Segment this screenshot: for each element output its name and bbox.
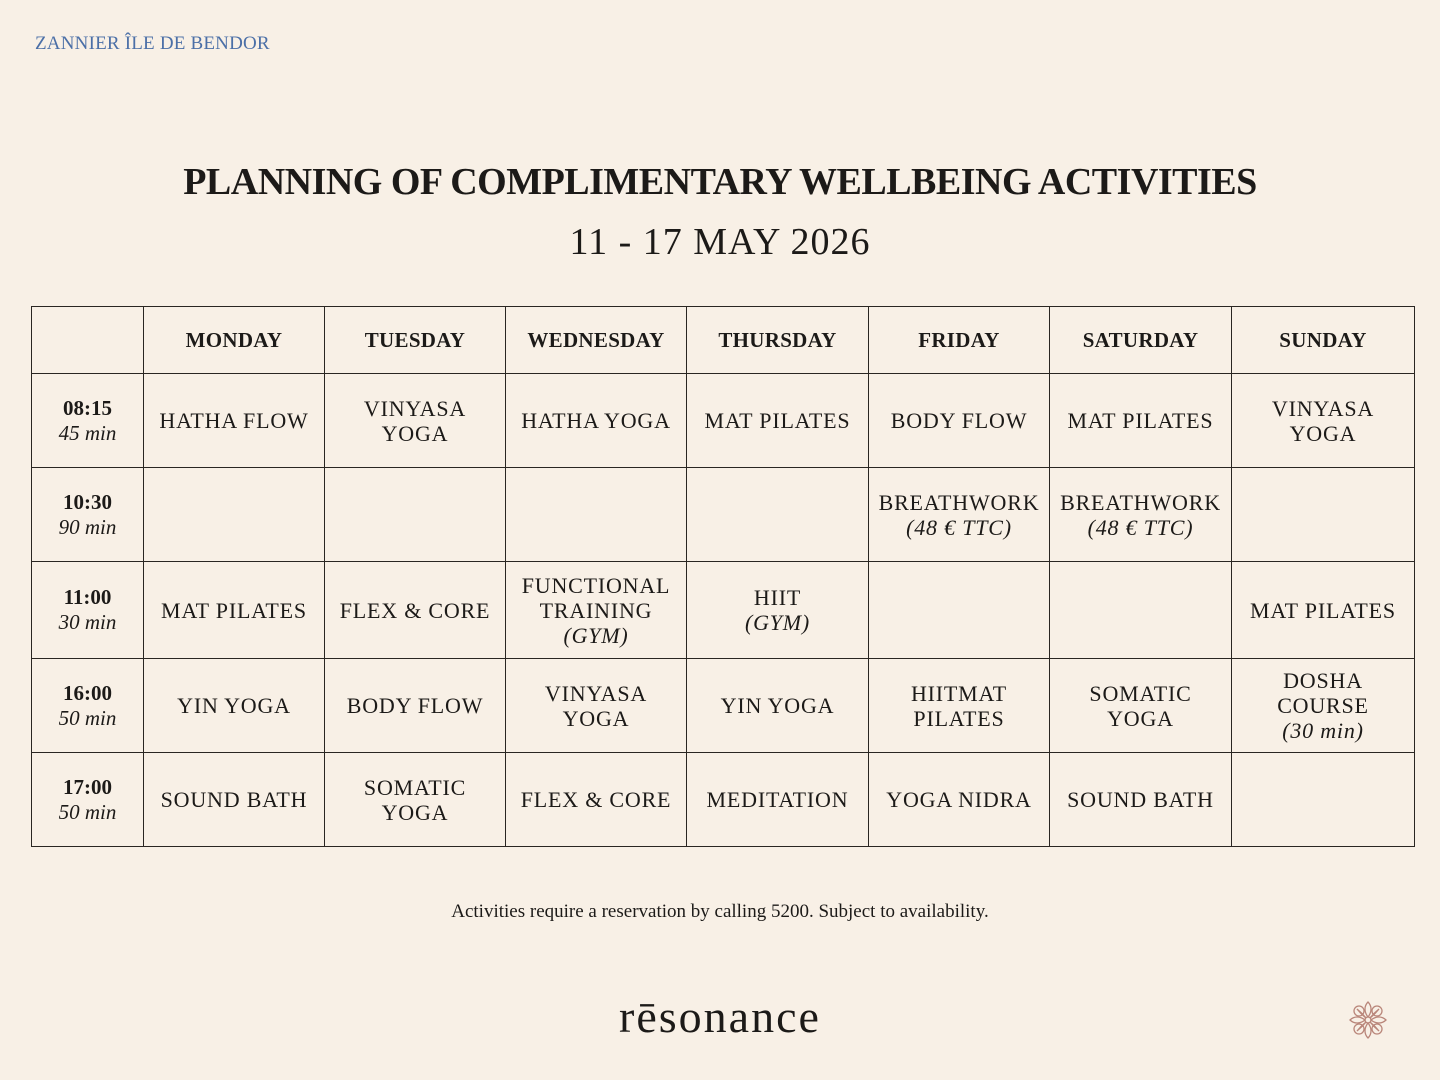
activity-name: BREATHWORK [878,489,1040,515]
activity-name: YOGA [381,799,449,825]
activity-cell [144,468,325,562]
activity-cell [687,753,869,847]
page-title: PLANNING OF COMPLIMENTARY WELLBEING ACTIVITIES [183,161,1257,203]
activity-name: BODY FLOW [890,408,1028,433]
activity-name: VINYASA [363,395,467,421]
activity-name: SOMATIC [1089,680,1192,706]
time-cell [32,753,144,847]
day-header: WEDNESDAY [506,307,687,374]
day-header: SATURDAY [1050,307,1232,374]
activity-cell [687,468,869,562]
activity-name: HIITMAT [910,680,1008,706]
activity-cell [1232,562,1415,659]
activity-cell [869,468,1050,562]
activity-cell [1050,468,1232,562]
activity-cell [325,374,506,468]
activity-cell [1050,753,1232,847]
activity-cell [325,562,506,659]
activity-name: BODY FLOW [346,693,484,718]
activity-name: YOGA [381,420,449,446]
activity-cell [869,659,1050,753]
header-row [32,307,1415,374]
activity-cell [325,468,506,562]
activity-cell [144,562,325,659]
schedule-row [32,374,1415,468]
activity-name: VINYASA [1271,395,1375,421]
day-header: MONDAY [144,307,325,374]
corner-cell [32,307,144,374]
duration-label: 50 min [58,705,117,730]
activity-note: (GYM) [563,622,629,648]
activity-name: MEDITATION [706,787,849,812]
schedule-row [32,753,1415,847]
activity-cell [1232,374,1415,468]
activity-cell [144,374,325,468]
schedule-body [32,374,1415,847]
schedule-row [32,468,1415,562]
activity-name: COURSE [1277,693,1369,718]
activity-cell [687,659,869,753]
activity-cell [506,659,687,753]
activity-name: SOUND BATH [1067,787,1214,812]
activity-name: TRAINING [539,597,653,623]
activity-name: DOSHA [1283,668,1363,693]
activity-cell [506,468,687,562]
activity-name: MAT PILATES [704,408,851,433]
activity-cell [1050,659,1232,753]
day-header: SUNDAY [1232,307,1415,374]
activity-name: BREATHWORK [1060,489,1221,515]
resonance-logo: rēsonance [619,991,821,1042]
activity-name: YIN YOGA [177,693,291,718]
activity-cell [325,659,506,753]
time-label: 16:00 [63,680,112,705]
time-cell [32,374,144,468]
activity-name: YOGA [1289,420,1357,446]
schedule-row [32,562,1415,659]
reservation-note: Activities require a reservation by calling 5200. Subject to availability. [451,901,989,922]
activity-note: (48 € TTC) [1087,514,1194,540]
brand-name: ZANNIER ÎLE DE BENDOR [35,33,270,54]
activity-cell [869,753,1050,847]
activity-name: PILATES [913,705,1005,731]
activity-name: HATHA FLOW [159,408,309,433]
date-range: 11 - 17 MAY 2026 [569,221,871,263]
activity-name: FLEX & CORE [339,597,491,623]
flower-ornament-icon [1346,998,1390,1042]
activity-name: HIIT [753,585,802,610]
activity-name: VINYASA [544,680,648,706]
activity-cell [325,753,506,847]
schedule-row [32,659,1415,753]
activity-name: MAT PILATES [161,597,307,623]
activity-cell [1232,659,1415,753]
activity-name: FUNCTIONAL [521,572,671,598]
activity-note: (30 min) [1282,718,1364,743]
duration-label: 90 min [58,514,117,539]
activity-name: FLEX & CORE [520,787,672,812]
activity-cell [687,562,869,659]
duration-label: 50 min [58,799,117,824]
day-header: TUESDAY [325,307,506,374]
activity-name: MAT PILATES [1067,408,1214,433]
activity-cell [506,562,687,659]
day-header: THURSDAY [687,307,869,374]
activity-cell [1232,753,1415,847]
activity-name: HATHA YOGA [521,408,671,433]
duration-label: 45 min [58,420,117,445]
activity-name: YIN YOGA [720,693,835,718]
time-cell [32,659,144,753]
activity-cell [869,562,1050,659]
time-label: 10:30 [63,489,112,514]
activity-cell [687,374,869,468]
activity-cell [506,374,687,468]
time-label: 08:15 [63,395,112,420]
activity-name: YOGA [562,705,630,731]
activity-name: SOMATIC [363,774,467,800]
activity-cell [869,374,1050,468]
activity-name: YOGA [1107,705,1174,731]
activity-name: YOGA NIDRA [886,787,1032,812]
activity-name: SOUND BATH [160,787,308,812]
schedule-table [31,306,1415,847]
day-header: FRIDAY [869,307,1050,374]
time-cell [32,468,144,562]
activity-note: (GYM) [744,610,811,635]
activity-cell [1050,374,1232,468]
time-cell [32,562,144,659]
activity-cell [506,753,687,847]
activity-cell [1232,468,1415,562]
time-label: 11:00 [63,585,112,609]
activity-cell [1050,562,1232,659]
activity-note: (48 € TTC) [906,514,1012,540]
time-label: 17:00 [63,774,112,799]
activity-name: MAT PILATES [1250,597,1396,623]
activity-cell [144,753,325,847]
duration-label: 30 min [58,610,117,634]
activity-cell [144,659,325,753]
